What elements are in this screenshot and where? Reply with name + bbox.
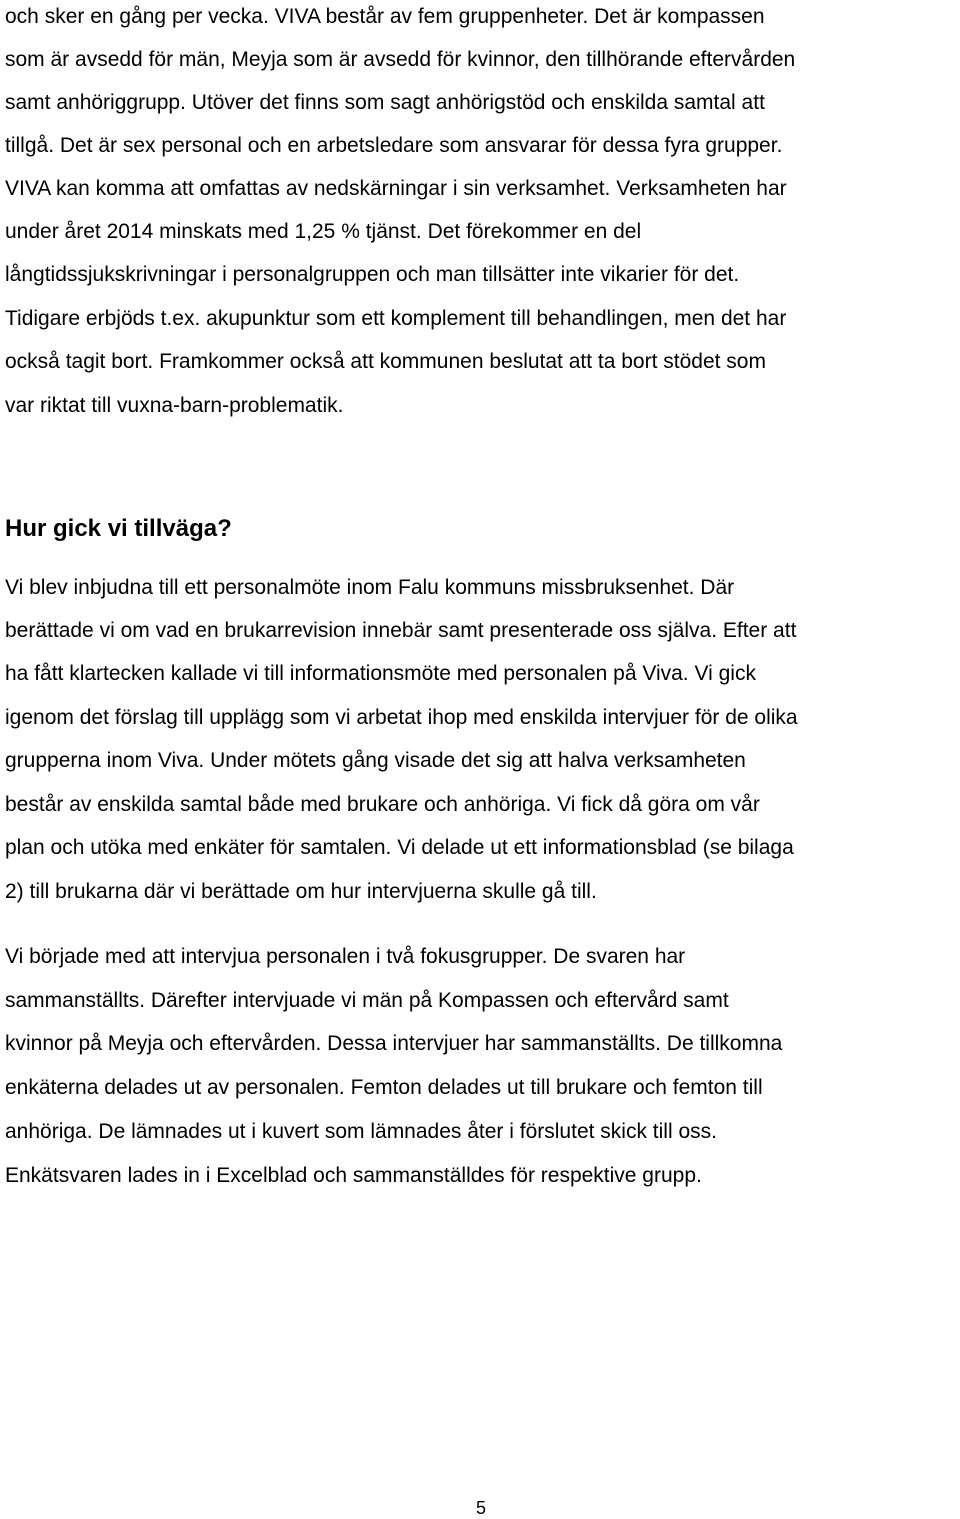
text-line: var riktat till vuxna-barn-problematik. <box>5 394 344 417</box>
text-line: enkäterna delades ut av personalen. Femton delades ut till brukare och femton till <box>5 1076 763 1099</box>
text-line: 2) till brukarna där vi berättade om hur intervjuerna skulle gå till. <box>5 880 597 903</box>
text-line: Vi började med att intervjua personalen i två fokusgrupper. De svaren har <box>5 945 686 968</box>
text-line: Tidigare erbjöds t.ex. akupunktur som ett komplement till behandlingen, men det har <box>5 307 787 330</box>
text-line: långtidssjukskrivningar i personalgruppen och man tillsätter inte vikarier för det. <box>5 263 740 286</box>
text-line: som är avsedd för män, Meyja som är avsedd för kvinnor, den tillhörande eftervården <box>5 48 796 71</box>
text-line: plan och utöka med enkäter för samtalen. Vi delade ut ett informationsblad (se bilaga <box>5 836 794 859</box>
text-line: samt anhöriggrupp. Utöver det finns som sagt anhörigstöd och enskilda samtal att <box>5 91 765 114</box>
text-line: också tagit bort. Framkommer också att kommunen beslutat att ta bort stödet som <box>5 350 766 373</box>
text-line: sammanställts. Därefter intervjuade vi män på Kompassen och eftervård samt <box>5 989 729 1012</box>
text-line: Enkätsvaren lades in i Excelblad och sammanställdes för respektive grupp. <box>5 1164 702 1187</box>
text-line: igenom det förslag till upplägg som vi arbetat ihop med enskilda intervjuer för de olika <box>5 706 798 729</box>
text-line: under året 2014 minskats med 1,25 % tjänst. Det förekommer en del <box>5 220 642 243</box>
text-line: VIVA kan komma att omfattas av nedskärningar i sin verksamhet. Verksamheten har <box>5 177 787 200</box>
text-line: ha fått klartecken kallade vi till informationsmöte med personalen på Viva. Vi gick <box>5 662 756 685</box>
text-line: berättade vi om vad en brukarrevision innebär samt presenterade oss själva. Efter att <box>5 619 797 642</box>
text-line: och sker en gång per vecka. VIVA består av fem gruppenheter. Det är kompassen <box>5 5 765 28</box>
text-line: består av enskilda samtal både med brukare och anhöriga. Vi fick då göra om vår <box>5 793 760 816</box>
section-heading: Hur gick vi tillväga? <box>5 515 232 542</box>
text-line: tillgå. Det är sex personal och en arbetsledare som ansvarar för dessa fyra grupper. <box>5 134 783 157</box>
text-line: grupperna inom Viva. Under mötets gång visade det sig att halva verksamheten <box>5 749 746 772</box>
text-line: Vi blev inbjudna till ett personalmöte inom Falu kommuns missbruksenhet. Där <box>5 576 735 599</box>
page-number: 5 <box>476 1498 487 1518</box>
text-line: anhöriga. De lämnades ut i kuvert som lämnades åter i förslutet skick till oss. <box>5 1120 717 1143</box>
text-line: kvinnor på Meyja och eftervården. Dessa intervjuer har sammanställts. De tillkomna <box>5 1032 783 1055</box>
